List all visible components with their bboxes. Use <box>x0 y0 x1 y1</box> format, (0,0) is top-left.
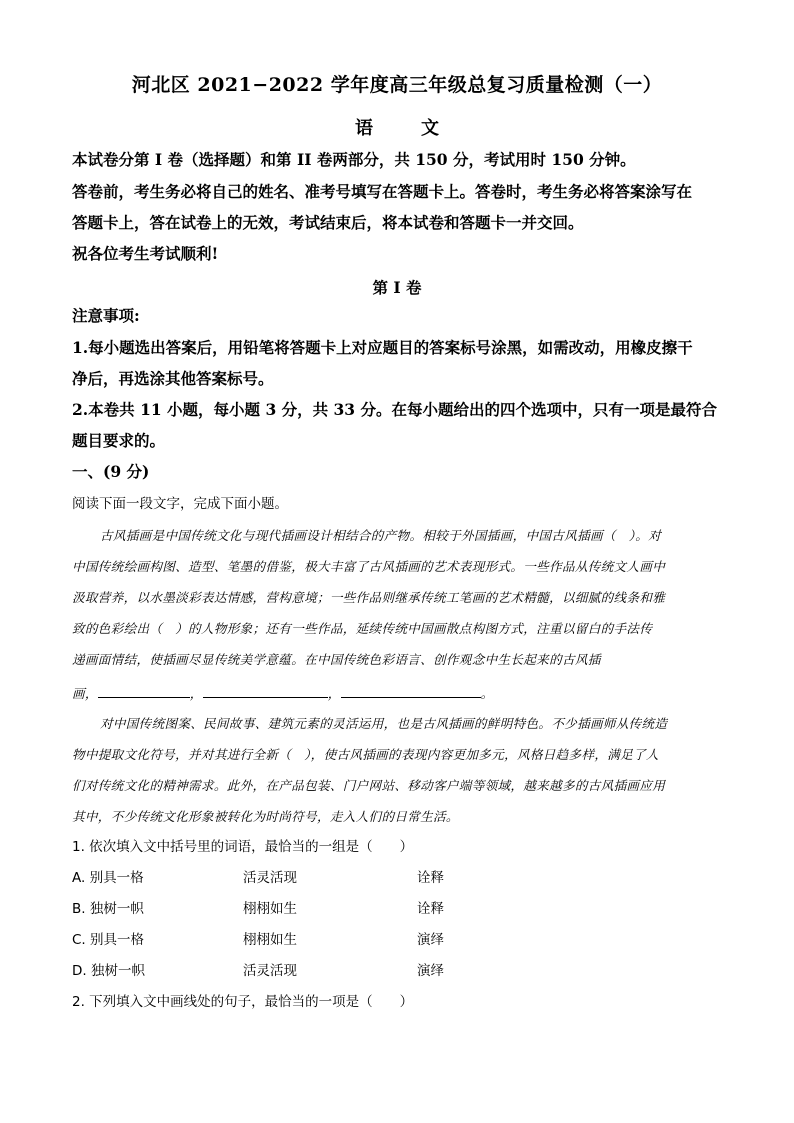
part-1-instruction: 阅读下面一段文字，完成下面小题。 <box>72 496 288 512</box>
question-1-option-a <box>72 869 722 887</box>
passage-2-line-2: 物中提取文化符号，并对其进行全新（ ），使古风插画的表现内容更加多元，风格日趋多样，满足了人 <box>72 747 659 762</box>
intro-line-3: 答题卡上，答在试卷上的无效，考试结束后，将本试卷和答题卡一并交回。 <box>72 213 584 232</box>
subject-char-2: 文 <box>421 118 439 139</box>
option-a-word-3: 诠释 <box>417 870 444 886</box>
intro-line-2: 答卷前，考生务必将自己的姓名、准考号填写在答题卡上。答卷时，考生务必将答案涂写在 <box>72 182 693 201</box>
passage-1-line-3: 汲取营养，以水墨淡彩表达情感，营构意境；一些作品则继承传统工笔画的艺术精髓，以细腻的线条和雅 <box>72 590 666 605</box>
answer-blank-3 <box>341 683 481 698</box>
question-1-option-d <box>72 962 722 980</box>
exam-title: 河北区 2021−2022 学年度高三年级总复习质量检测（一） <box>131 74 663 96</box>
option-b-word-3: 诠释 <box>417 901 444 917</box>
answer-blank-1 <box>98 683 190 698</box>
subject-heading <box>0 114 794 140</box>
blank-separator-1: ， <box>189 686 203 701</box>
passage-1-line-1: 古风插画是中国传统文化与现代插画设计相结合的产物。相较于外国插画，中国古风插画（ ）。对 <box>100 528 662 543</box>
option-b-word-2: 栩栩如生 <box>243 901 297 917</box>
notice-1-line-2: 净后，再选涂其他答案标号。 <box>72 369 274 388</box>
option-d-word-1: D. 独树一帜 <box>72 963 145 979</box>
option-c-word-2: 栩栩如生 <box>243 932 297 948</box>
passage-2-line-3: 们对传统文化的精神需求。此外，在产品包装、门户网站、移动客户端等领域，越来越多的古风插画应用 <box>72 778 666 793</box>
option-c-word-3: 演绎 <box>417 932 444 948</box>
notice-2-line-1: 2.本卷共 11 小题，每小题 3 分，共 33 分。在每小题给出的四个选项中，只有一项是最符合 <box>72 400 717 419</box>
option-c-word-1: C. 别具一格 <box>72 932 145 948</box>
notice-2-line-2: 题目要求的。 <box>72 431 166 450</box>
option-a-word-2: 活灵活现 <box>243 870 297 886</box>
question-2-stem: 2. 下列填入文中画线处的句子，最恰当的一项是（ ） <box>72 994 414 1010</box>
question-1-option-b <box>72 900 722 918</box>
intro-line-1: 本试卷分第 I 卷（选择题）和第 II 卷两部分，共 150 分，考试用时 150 分钟。 <box>72 150 636 169</box>
passage-1-last-prefix: 画， <box>72 686 98 701</box>
subject-char-1: 语 <box>355 118 373 139</box>
passage-1-line-2: 中国传统绘画构图、造型、笔墨的借鉴，极大丰富了古风插画的艺术表现形式。一些作品从传统文人画中 <box>72 559 666 574</box>
option-d-word-2: 活灵活现 <box>243 963 297 979</box>
notice-heading: 注意事项: <box>72 306 140 325</box>
question-1-stem: 1. 依次填入文中括号里的词语，最恰当的一组是（ ） <box>72 839 414 855</box>
section-title: 第 I 卷 <box>372 278 422 297</box>
blank-end: 。 <box>480 686 494 701</box>
passage-2-line-1: 对中国传统图案、民间故事、建筑元素的灵活运用，也是古风插画的鲜明特色。不少插画师从传统造 <box>100 716 668 731</box>
part-1-heading: 一、(9 分) <box>72 462 150 481</box>
intro-line-4: 祝各位考生考试顺利! <box>72 244 219 263</box>
option-b-word-1: B. 独树一帜 <box>72 901 144 917</box>
passage-1-line-4: 致的色彩绘出（ ）的人物形象；还有一些作品，延续传统中国画散点构图方式，注重以留白的手法传 <box>72 621 653 636</box>
option-a-word-1: A. 别具一格 <box>72 870 144 886</box>
option-d-word-3: 演绎 <box>417 963 444 979</box>
passage-2-line-4: 其中，不少传统文化形象被转化为时尚符号，走入人们的日常生活。 <box>72 809 459 824</box>
notice-1-line-1: 1.每小题选出答案后，用铅笔将答题卡上对应题目的答案标号涂黑，如需改动，用橡皮擦干 <box>72 338 693 357</box>
blank-separator-2: ， <box>327 686 341 701</box>
passage-1-line-6 <box>72 683 722 703</box>
question-1-option-c <box>72 931 722 949</box>
passage-1-line-5: 递画面情结，使插画尽显传统美学意蕴。在中国传统色彩语言、创作观念中生长起来的古风插 <box>72 652 601 667</box>
answer-blank-2 <box>203 683 328 698</box>
